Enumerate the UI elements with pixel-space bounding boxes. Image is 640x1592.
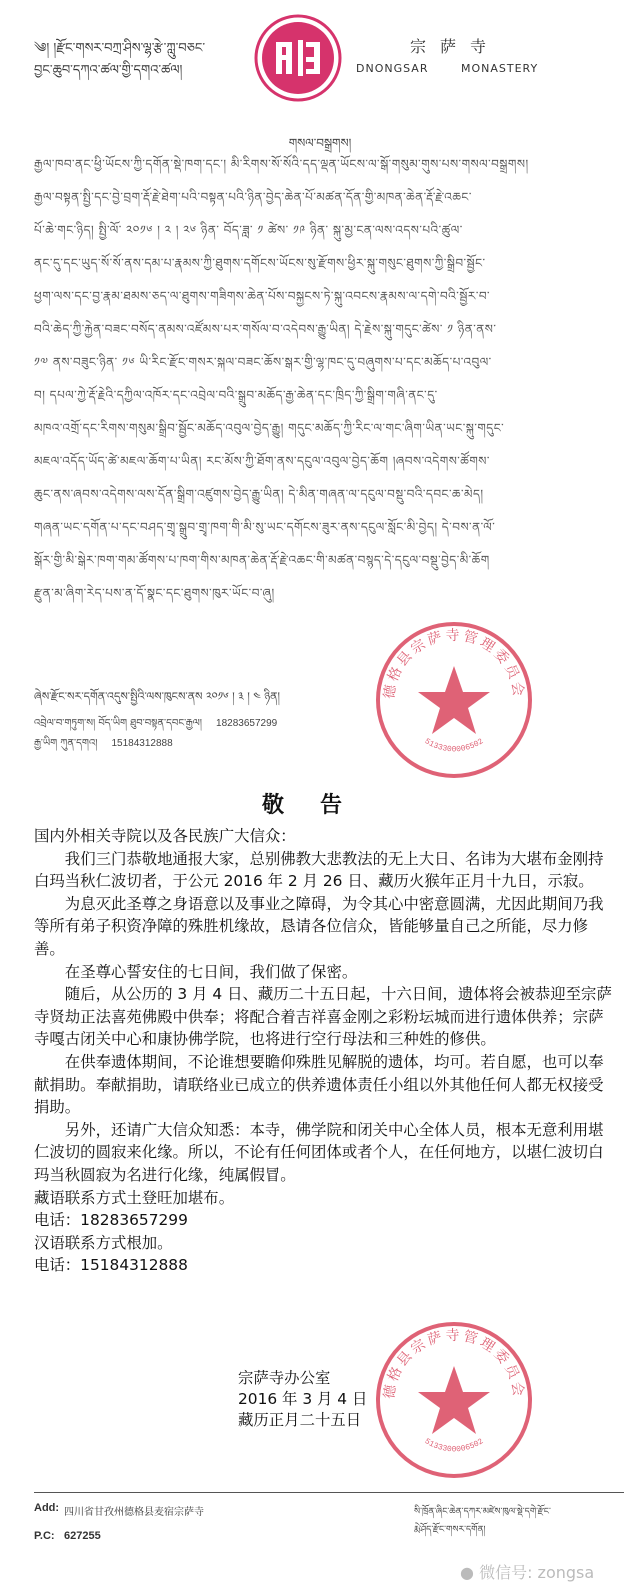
notice-phone-tibetan: 电话：18283657299	[34, 1211, 188, 1230]
footer-divider	[34, 1492, 624, 1493]
signature-date: 2016 年 3 月 4 日	[238, 1390, 368, 1408]
footer-address-label: Add:	[34, 1502, 60, 1514]
wechat-watermark	[460, 1560, 594, 1583]
official-seal-top	[372, 618, 536, 782]
notice-paragraph: 另外，还请广大信众知悉：本寺，佛学院和闭关中心全体人员，根本无意利用堪仁波切的圆寂来化缘。所以，不论有任何团体或者个人，在任何地方，以堪仁波切白玛当秋圆寂为名进行化缘，纯属假冒。	[34, 1120, 604, 1184]
tibetan-line: ༡༧ ནས་བཟུང་ཉིན་ ༡༦ ཡི་རིང་རྫོང་གསར་སྐལ་བཟང་ཆོས་སྒར་གྱི་ལྷ་ཁང་དུ་བཞུགས་པ་དང་མཆོད་པ་འབུལ་	[34, 355, 492, 369]
footer-postcode-label: P.C:	[34, 1530, 55, 1542]
footer-tibetan-address-2: རྨེ་ཤོད་རྫོང་གསར་དགོན།	[414, 1525, 486, 1535]
notice-paragraph: 在圣尊心誓安住的七日间，我们做了保密。	[64, 962, 358, 981]
tibetan-line: ཕྱག་ལས་དང་བྱ་རྣམ་ཐམས་ཅད་ལ་ཐུགས་གཟིགས་ཆེན་པོས་བསྐྱངས་ཏེ་སྐུ་འབངས་རྣམས་ལ་དགེ་བའི་སྦྱོར་བ་	[34, 289, 491, 303]
watermark-text: 微信号: zongsa	[479, 1563, 595, 1582]
notice-paragraph: 我们三门恭敬地通报大家，总别佛教大悲教法的无上大日、名讳为大堪布金刚持白玛当秋仁波切者，于公元 2016 年 2 月 26 日、藏历火猴年正月十九日，示寂。	[34, 849, 604, 891]
tibetan-line: པོ་ཆེ་གང་ཉིད། སྤྱི་ལོ་ ༢༠༡༦ ། ༢ ། ༢༦ ཉིན་ བོད་ཟླ་ ༡ ཚེས་ ༡༩ ཉིན་ སྐུ་མྱ་ངན་ལས་འདས་པའི་ཚུལ་	[34, 223, 463, 237]
signature-office: 宗萨寺办公室	[238, 1369, 331, 1387]
tibetan-line: བའི་ཆེད་ཀྱི་རྐྱེན་བཟང་བསོད་ནམས་འཛོམས་པར་གསོལ་བ་འདེབས་རྒྱུ་ཡིན། དེ་རྗེས་སྐུ་གདུང་ཚེས་ ༡ ཉིན་ནས་	[34, 322, 497, 336]
tibetan-line: མཇལ་འདོད་ཡོད་ཚེ་མཇལ་ཆོག་པ་ཡིན། རང་མོས་ཀྱི་ཐོག་ནས་དངུལ་འབུལ་བྱེད་ཆོག །ཞབས་འདེགས་ཚོགས་	[34, 454, 490, 468]
notice-salutation: 国内外相关寺院以及各民族广大信众：	[34, 827, 296, 845]
seal-text: 德格县宗萨寺管理委员会	[381, 628, 527, 700]
tibetan-line: མཁའ་འགྲོ་དང་རིགས་གསུམ་སྒྲིབ་སྦྱོང་མཆོད་འབུལ་བྱེད་རྒྱུ། གདུང་མཆོད་ཀྱི་རིང་ལ་གང་ཞིག་ཡིན་ཡང་སྐུ་གདུང་	[34, 421, 505, 435]
notice-phone-chinese: 电话：15184312888	[34, 1256, 188, 1275]
notice-title: 敬告	[261, 793, 378, 818]
tibetan-line: རྫུན་མ་ཞིག་རེད་པས་ན་དོ་སྣང་དང་ཐུགས་ཁུར་ཡོང་བ་ཞུ།	[34, 586, 275, 600]
header-tibetan-name	[34, 38, 254, 82]
signature-tibetan-date: 藏历正月二十五日	[238, 1411, 362, 1429]
tibetan-line: སྒོར་གྱི་མི་སྒེར་ཁག་གམ་ཚོགས་པ་ཁག་གིས་མཁན་ཆེན་རྡོ་རྗེ་འཆང་གི་མཚན་བསྙད་དེ་དངུལ་བསྡུ་བྱེད་མི་ཆོག	[34, 553, 490, 567]
footer-tibetan-address-1: སི་ཁྲོན་ཞིང་ཆེན་དཀར་མཛེས་ཁུལ་སྡེ་དགེ་རྫོང་	[414, 1507, 551, 1517]
tibetan-line: ཆུང་ནས་ཞབས་འདེགས་ལས་དོན་སྒྲིག་འཛུགས་བྱེད་རྒྱུ་ཡིན། དེ་མིན་གཞན་ལ་དངུལ་བསྡུ་བའི་དབང་ཆ་མེད།	[34, 487, 484, 501]
tibetan-line: གཞན་ཡང་དགོན་པ་དང་བཤད་གྲྭ་སྒྲུབ་གྲྭ་ཁག་གི་མི་སུ་ཡང་དགོངས་ཟུར་ནས་དངུལ་སློང་མི་བྱེད། དེ་བས་ན་ལོ་	[34, 520, 496, 534]
tibetan-contact-chinese	[34, 732, 173, 760]
seal-number: 5133300006502	[422, 1437, 486, 1455]
notice-contact-tibetan: 藏语联系方式土登旺加堪布。	[34, 1188, 235, 1207]
tibetan-contact-label: འབྲེལ་བ་གཏུག་ས། བོད་ཡིག ཐུབ་བསྟན་དབང་རྒྱལ།	[34, 718, 203, 729]
svg-text:5133300006502	[423, 1437, 486, 1454]
tibetan-contact-phone: 18283657299	[216, 718, 278, 729]
monastery-logo	[254, 14, 342, 102]
tibetan-line: ནང་དུ་དང་ཡུད་སོ་སོ་ནས་དམ་པ་རྣམས་ཀྱི་ཐུགས་དགོངས་ཡོངས་སུ་རྫོགས་ཕྱིར་སྐུ་གསུང་ཐུགས་ཀྱི་སྒྲིབ་སྦྱོང་	[34, 256, 486, 270]
footer-address: 四川省甘孜州德格县麦宿宗萨寺	[64, 1507, 204, 1518]
header-chinese-name: 宗萨寺	[410, 37, 501, 56]
notice-body	[34, 825, 612, 1277]
tibetan-line: བ། དཔལ་ཀྱེ་རྡོ་རྗེའི་དཀྱིལ་འཁོར་དང་འབྲེལ་བའི་སྒྲུབ་མཆོད་རྒྱ་ཆེན་དང་ཁྲིད་ཀྱི་སྒྲིག་གཞི་ནང་དུ་	[34, 388, 438, 402]
official-seal-bottom	[372, 1318, 536, 1482]
tibetan-line: རྒྱལ་བསྟན་སྤྱི་དང་བྱེ་བྲག་རྡོ་རྗེ་ཐེག་པའི་བསྟན་པའི་ཉིན་བྱེད་ཆེན་པོ་མཚན་དོན་གྱི་མཁན་ཆེན་རྡོ་རྗེ་འཆང་	[34, 190, 472, 204]
footer-postcode: 627255	[64, 1530, 101, 1542]
header-tibetan-line1: ༄། །རྫོང་གསར་བཀྲ་ཤིས་ལྷ་རྩེ་ཀླུ་བཅང་	[34, 41, 206, 56]
tibetan-contact-label: རྒྱ་ཡིག ཀུན་དགའ།	[34, 738, 98, 749]
seal-number: 5133300006502	[422, 737, 486, 755]
tibetan-notice-title: གསལ་བསྒྲགས།	[288, 136, 352, 150]
notice-contact-chinese: 汉语联系方式根加。	[34, 1233, 173, 1252]
wechat-icon: ●	[460, 1563, 474, 1582]
signature-block	[238, 1368, 367, 1431]
tibetan-notice-body	[34, 148, 624, 610]
notice-paragraph: 为息灭此圣尊之身语意以及事业之障碍，为令其心中密意圆满，尤因此期间乃我等所有弟子积资净障的殊胜机缘故，恳请各位信众，皆能够量自己之所能，尽力修善。	[34, 894, 604, 958]
notice-paragraph: 在供奉遗体期间，不论谁想要瞻仰殊胜见解脱的遗体，均可。若自愿，也可以奉献捐助。奉献捐助，请联络业已成立的供养遗体责任小组以外其他任何人都无权接受捐助。	[34, 1052, 604, 1117]
tibetan-contact-phone: 15184312888	[111, 738, 173, 749]
seal-text: 德格县宗萨寺管理委员会	[381, 1328, 527, 1400]
tibetan-date-line: ཞེས་རྫོང་སར་དགོན་འདུས་སྤྱིའི་ལས་ཁུངས་ནས ༢༠༡༦ ། ༣ ། ༤ ཉིན།	[34, 690, 280, 703]
svg-text:5133300006502	[423, 737, 486, 754]
header-tibetan-line2: བྱང་ཆུབ་དཀའ་ཚལ་གྱི་དགའ་ཚལ།	[34, 63, 183, 78]
header-english-name: DNONGSAR MONASTERY	[356, 62, 539, 75]
notice-paragraph: 随后，从公历的 3 月 4 日、藏历二十五日起，十六日间，遗体将会被恭迎至宗萨寺贤劫正法喜苑佛殿中供奉；将配合着吉祥喜金刚之彩粉坛城而进行遗体供养；宗萨寺嘎古闭关中心和康协佛学院，也将进行空行母法和三种姓的修供。	[34, 985, 612, 1049]
tibetan-line: རྒྱལ་ཁབ་ནང་ཕྱི་ཡོངས་ཀྱི་དགོན་སྡེ་ཁག་དང་། མི་རིགས་སོ་སོའི་དད་ལྡན་ཡོངས་ལ་སྒོ་གསུམ་གུས་པས་གསལ་བསྒྲགས།	[34, 157, 529, 171]
